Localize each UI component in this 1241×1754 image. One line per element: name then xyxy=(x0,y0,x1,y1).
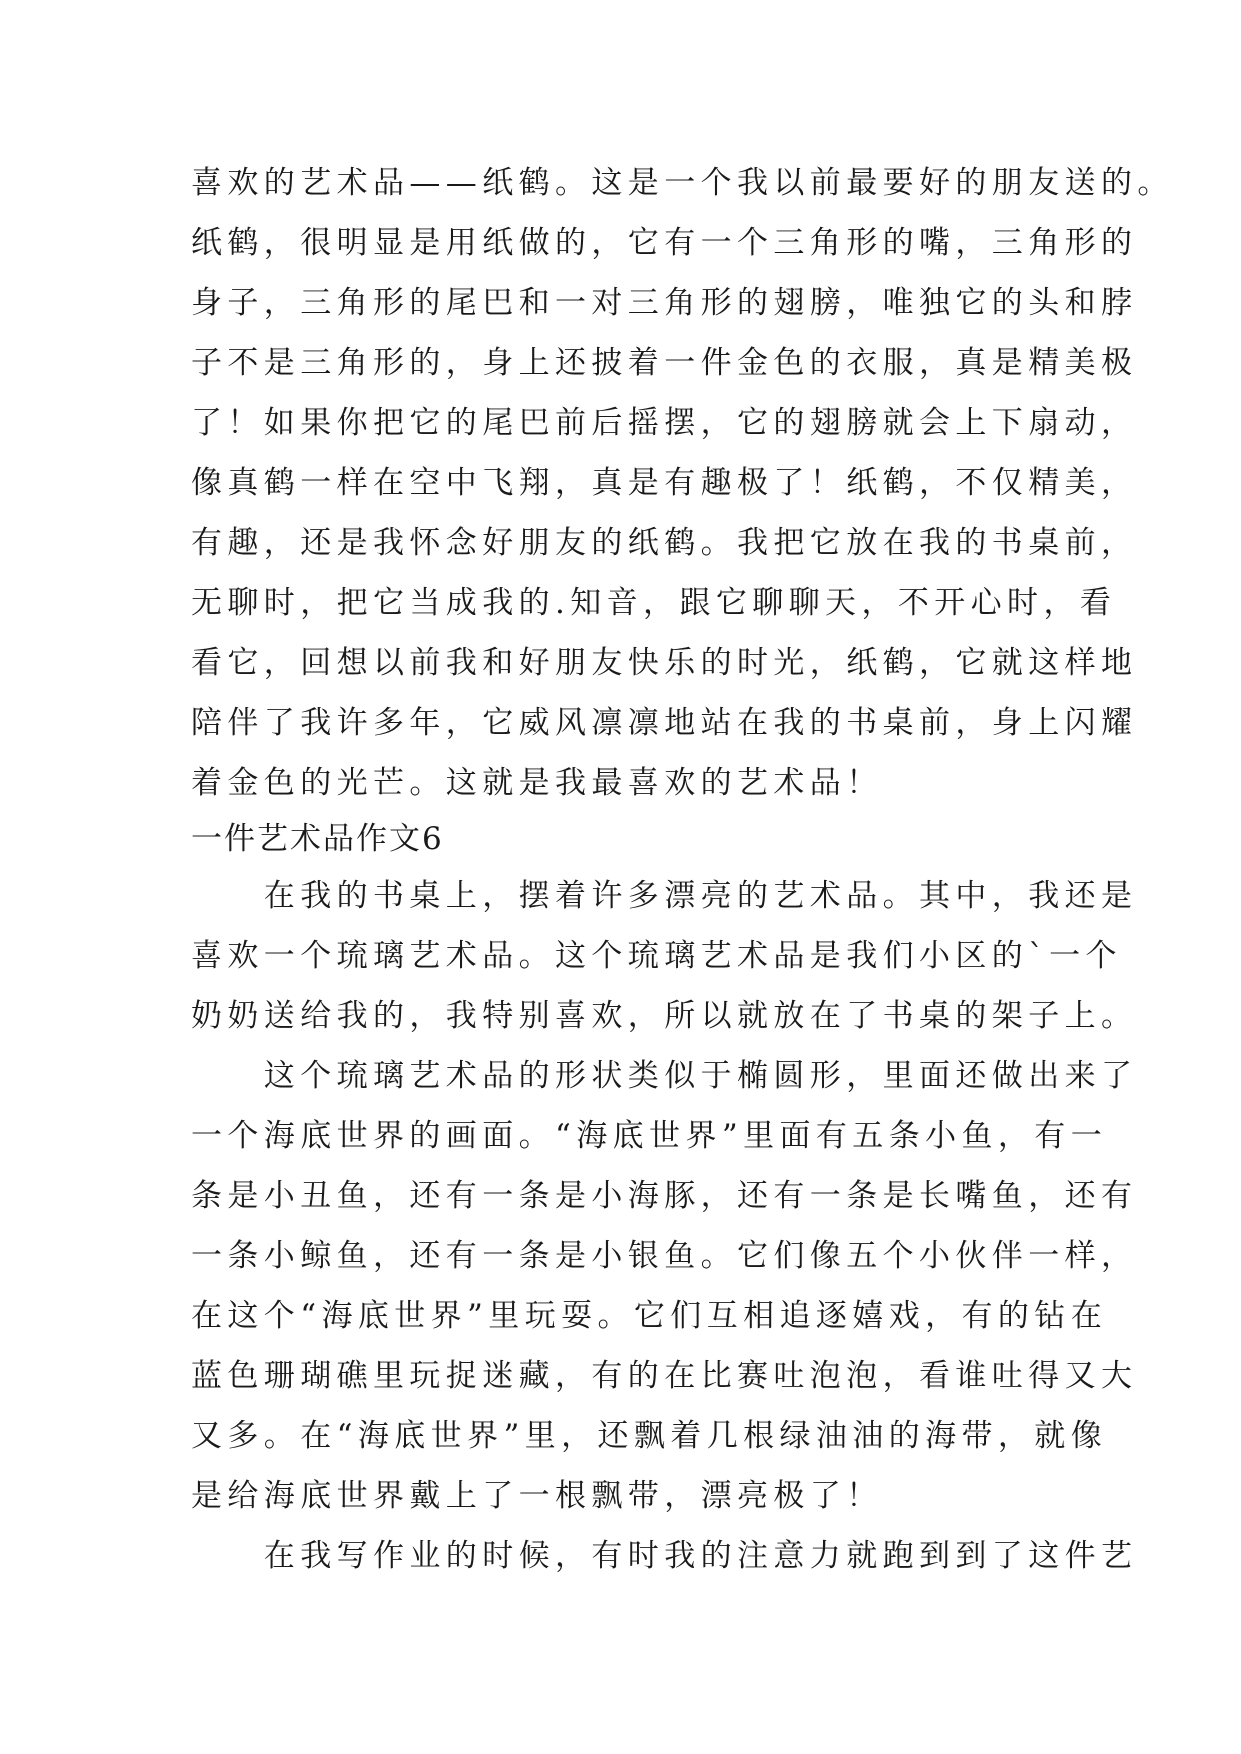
body-text-line: 条是小丑鱼，还有一条是小海豚，还有一条是长嘴鱼，还有 xyxy=(191,1178,1138,1214)
body-text-line: 着金色的光芒。这就是我最喜欢的艺术品！ xyxy=(191,765,883,801)
body-text-line: 了！如果你把它的尾巴前后摇摆，它的翅膀就会上下扇动， xyxy=(191,405,1138,441)
body-text-line: 子不是三角形的，身上还披着一件金色的衣服，真是精美极 xyxy=(191,345,1138,381)
body-text-line: 纸鹤，很明显是用纸做的，它有一个三角形的嘴，三角形的 xyxy=(191,225,1138,261)
body-text-line: 奶奶送给我的，我特别喜欢，所以就放在了书桌的架子上。 xyxy=(191,998,1138,1034)
body-text-line: 在我写作业的时候，有时我的注意力就跑到到了这件艺 xyxy=(191,1538,1138,1574)
body-text-line: 在这个“海底世界”里玩耍。它们互相追逐嬉戏，有的钻在 xyxy=(191,1298,1108,1334)
body-text-line: 蓝色珊瑚礁里玩捉迷藏，有的在比赛吐泡泡，看谁吐得又大 xyxy=(191,1358,1138,1394)
body-text-line: 身子，三角形的尾巴和一对三角形的翅膀，唯独它的头和脖 xyxy=(191,285,1138,321)
body-text-line: 陪伴了我许多年，它威风凛凛地站在我的书桌前，身上闪耀 xyxy=(191,705,1138,741)
body-text-line: 有趣，还是我怀念好朋友的纸鹤。我把它放在我的书桌前， xyxy=(191,525,1138,561)
body-text-line: 像真鹤一样在空中飞翔，真是有趣极了！纸鹤，不仅精美， xyxy=(191,465,1138,501)
body-text-line: 又多。在“海底世界”里，还飘着几根绿油油的海带，就像 xyxy=(191,1418,1108,1454)
section-heading: 一件艺术品作文6 xyxy=(191,821,444,857)
body-text-line: 一个海底世界的画面。“海底世界”里面有五条小鱼，有一 xyxy=(191,1118,1108,1154)
body-text-line: 喜欢的艺术品——纸鹤。这是一个我以前最要好的朋友送的。 xyxy=(191,165,1174,201)
body-text-line: 在我的书桌上，摆着许多漂亮的艺术品。其中，我还是 xyxy=(191,878,1138,914)
body-text-line: 这个琉璃艺术品的形状类似于椭圆形，里面还做出来了 xyxy=(191,1058,1138,1094)
body-text-line: 是给海底世界戴上了一根飘带，漂亮极了！ xyxy=(191,1478,883,1514)
body-text-line: 一条小鲸鱼，还有一条是小银鱼。它们像五个小伙伴一样， xyxy=(191,1238,1138,1274)
body-text-line: 看它，回想以前我和好朋友快乐的时光，纸鹤，它就这样地 xyxy=(191,645,1138,681)
body-text-line: 喜欢一个琉璃艺术品。这个琉璃艺术品是我们小区的`一个 xyxy=(191,938,1122,974)
body-text-line: 无聊时，把它当成我的.知音，跟它聊聊天，不开心时，看 xyxy=(191,585,1117,621)
